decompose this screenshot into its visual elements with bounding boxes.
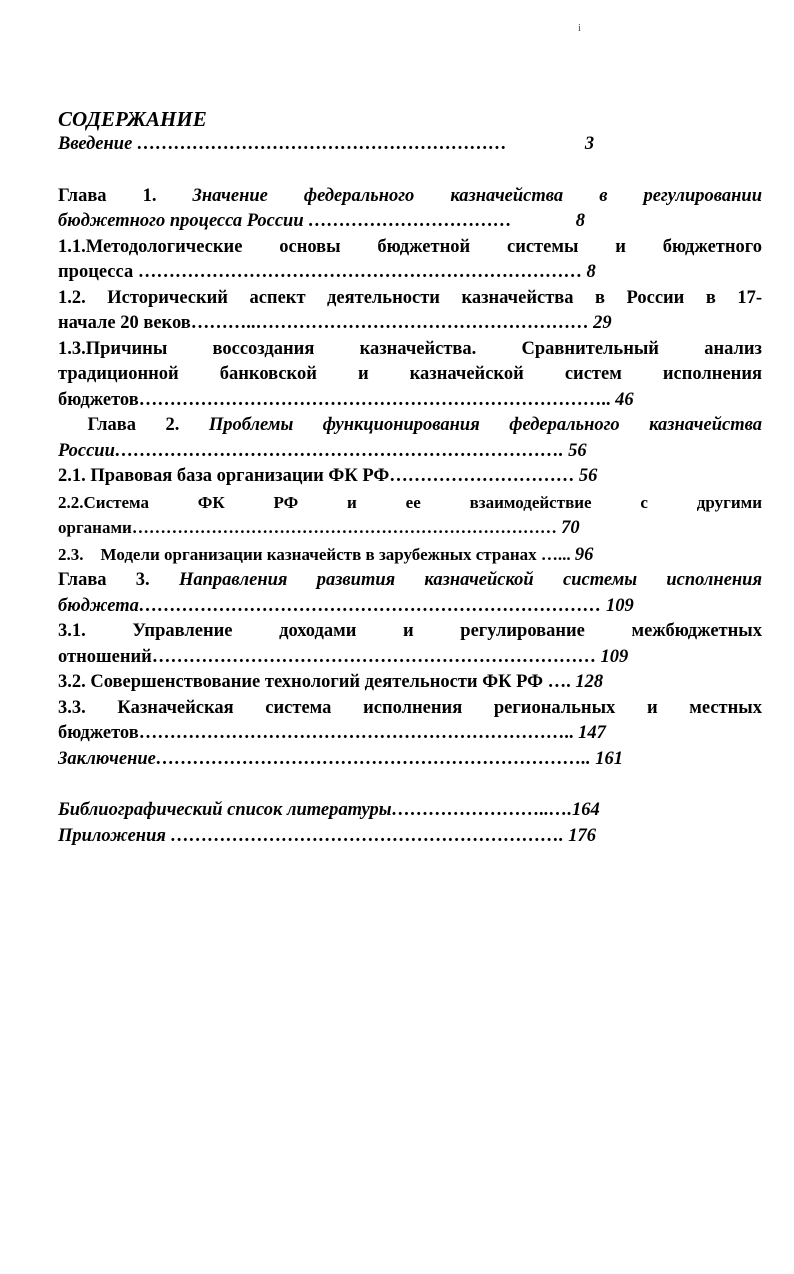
toc-entry-bibliography: Библиографический список литературы……………………..….164 [58, 800, 600, 820]
toc-entry-1-2: 1.2. Исторический аспект деятельности казначейства в России в 17- начале 20 веков………..……………………………………………… 29 [58, 287, 762, 333]
toc-entry-2-3: 2.3. Модели организации казначейств в зарубежных странах …... 96 [58, 544, 594, 565]
toc-entry-3-1: 3.1. Управление доходами и регулирование межбюджетных отношений……………………………………………………………… 109 [58, 621, 762, 667]
toc-entry-chapter-2: Глава 2. Проблемы функционирования федерального казначейства России………………………………………………………………. 56 [58, 415, 762, 461]
toc-heading: СОДЕРЖАНИЕ [58, 107, 207, 131]
table-of-contents [58, 106, 762, 849]
toc-entry-intro: Введение …………………………………………………… 3 [58, 134, 595, 154]
toc-entry-1-3: 1.3.Причины воссоздания казначейства. Сравнительный анализ традиционной банковской и казначейской систем исполнения бюджетов………………………………………………………………….. 46 [58, 338, 762, 410]
toc-entry-chapter-1: Глава 1. Значение федерального казначейства в регулировании бюджетного процесса России …………………………… 8 [58, 185, 762, 231]
toc-entry-3-3: 3.3. Казначейская система исполнения региональных и местных бюджетов…………………………………………………………….. 147 [58, 697, 762, 743]
toc-entry-3-2: 3.2. Совершенствование технологий деятельности ФК РФ …. 128 [58, 672, 604, 692]
toc-entry-2-2: 2.2.Система ФК РФ и ее взаимодействие с другими органами………………………………………………………………… 70 [58, 492, 762, 538]
page-mark: i [578, 22, 582, 34]
toc-entry-chapter-3: Глава 3. Направления развития казначейской системы исполнения бюджета………………………………………………………………… 109 [58, 570, 762, 616]
toc-entry-2-1: 2.1. Правовая база организации ФК РФ………………………… 56 [58, 466, 598, 486]
toc-entry-1-1: 1.1.Методологические основы бюджетной системы и бюджетного процесса ……………………………………………………………… 8 [58, 236, 762, 282]
toc-entry-appendix: Приложения ………………………………………………………. 176 [58, 825, 597, 846]
toc-entry-conclusion: Заключение…………………………………………………………….. 161 [58, 748, 623, 769]
